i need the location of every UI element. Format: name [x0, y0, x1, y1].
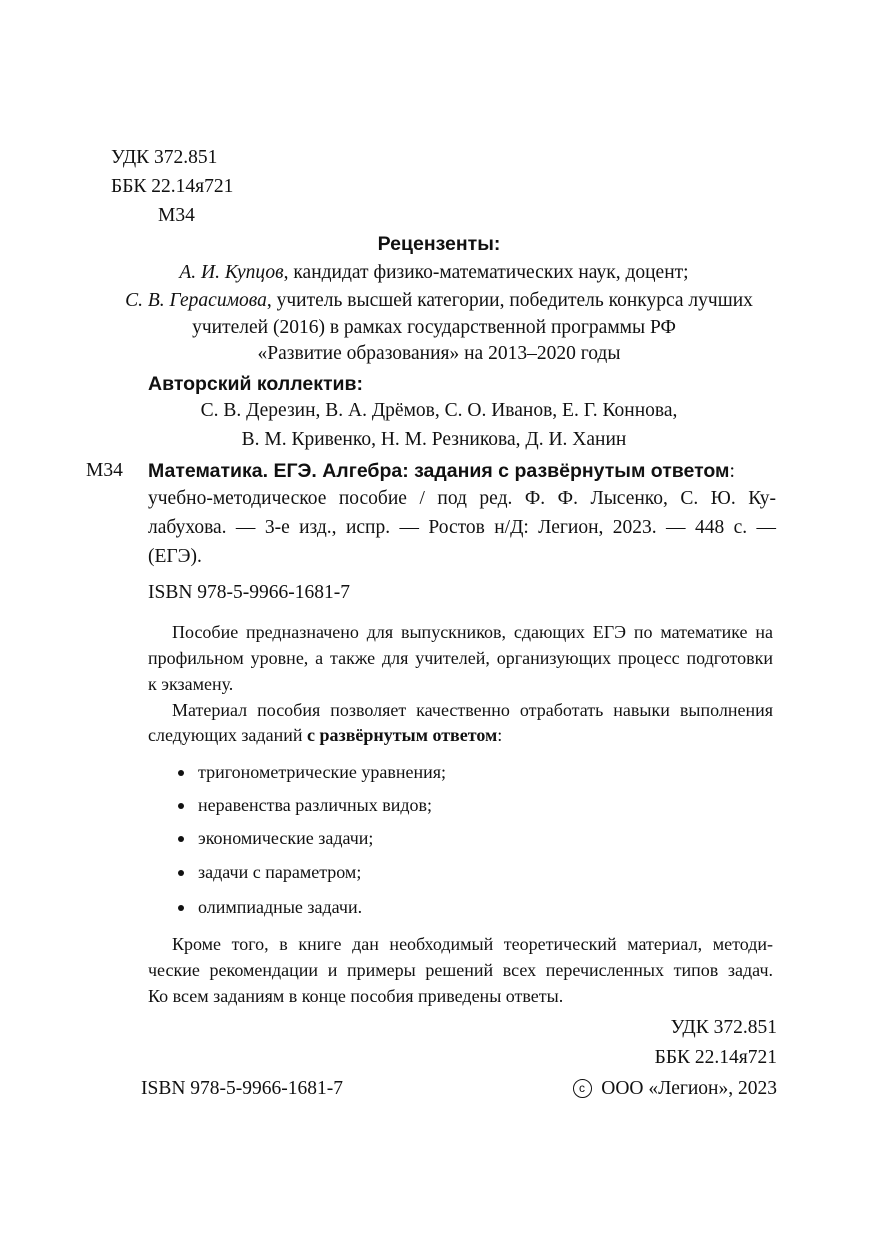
entry-title-line	[148, 459, 776, 484]
reviewer-2	[0, 289, 878, 313]
reviewer-2-name: С. В. Герасимова	[125, 290, 267, 311]
annotation-p1-line2: профильном уровне, а также для учителей, организующих процесс подготовки	[148, 648, 773, 668]
annotation-p3-line1: Кроме того, в книге дан необходимый теоретический материал, методи-	[172, 934, 773, 954]
udk-code: УДК 372.851	[111, 147, 218, 168]
bullet-icon	[178, 770, 184, 776]
bullet-icon	[178, 836, 184, 842]
entry-line2: учебно-методическое пособие / под ред. Ф. Ф. Лысенко, С. Ю. Ку-	[148, 488, 776, 509]
footer-udk: УДК 372.851	[670, 1017, 777, 1038]
entry-code: М34	[86, 460, 123, 481]
entry-isbn: ISBN 978-5-9966-1681-7	[148, 582, 351, 603]
authors-line2: В. М. Кривенко, Н. М. Резникова, Д. И. Ханин	[241, 429, 627, 450]
reviewer-1	[0, 261, 868, 285]
entry-title-colon: :	[729, 461, 735, 482]
bullet-item: тригонометрические уравнения;	[198, 762, 447, 782]
copyright-holder: ООО «Легион», 2023	[601, 1078, 777, 1099]
bullet-icon	[178, 803, 184, 809]
footer-bbk: ББК 22.14я721	[654, 1047, 777, 1068]
bullet-item: олимпиадные задачи.	[198, 897, 363, 917]
annotation-p3-line3: Ко всем заданиям в конце пособия приведены ответы.	[148, 986, 564, 1006]
entry-line4: (ЕГЭ).	[148, 546, 202, 567]
bullet-item: неравенства различных видов;	[198, 795, 433, 815]
authors-line1: С. В. Дерезин, В. А. Дрёмов, С. О. Иванов, Е. Г. Коннова,	[200, 400, 678, 421]
reviewer-1-desc: , кандидат физико-математических наук, доцент;	[283, 262, 689, 283]
reviewer-2-line2: учителей (2016) в рамках государственной программы РФ	[192, 317, 676, 338]
copyright-icon: c	[573, 1079, 592, 1098]
reviewer-2-line3: «Развитие образования» на 2013–2020 годы	[257, 343, 621, 364]
annotation-p1-line1: Пособие предназначено для выпускников, сдающих ЕГЭ по математике на	[172, 622, 773, 642]
reviewer-2-desc: , учитель высшей категории, победитель конкурса лучших	[266, 290, 753, 311]
entry-line3: лабухова. — 3-е изд., испр. — Ростов н/Д: Легион, 2023. — 448 с. —	[148, 517, 776, 538]
reviewers-title: Рецензенты:	[377, 233, 501, 255]
bullet-icon	[178, 870, 184, 876]
bullet-item: экономические задачи;	[198, 828, 374, 848]
annotation-p2-line2	[148, 723, 502, 747]
annotation-p2-line1: Материал пособия позволяет качественно отработать навыки выполнения	[172, 700, 773, 720]
bullet-item: задачи с параметром;	[198, 862, 362, 882]
bbk-code: ББК 22.14я721	[111, 176, 234, 197]
annotation-p2-highlight: с развёрнутым ответом	[306, 725, 498, 745]
annotation-p1-line3: к экзамену.	[148, 674, 234, 694]
footer-isbn: ISBN 978-5-9966-1681-7	[141, 1078, 344, 1099]
reviewer-1-name: А. И. Купцов	[179, 262, 284, 283]
annotation-p2-line2-start: следующих заданий	[148, 725, 307, 745]
annotation-p3-line2: ческие рекомендации и примеры решений всех перечисленных типов задач.	[148, 960, 773, 980]
footer-copyright	[573, 1077, 778, 1101]
bullet-icon	[178, 905, 184, 911]
author-mark-code: М34	[158, 205, 195, 226]
book-title: Математика. ЕГЭ. Алгебра: задания с развёрнутым ответом	[148, 460, 730, 482]
authors-title: Авторский коллектив:	[148, 373, 363, 395]
annotation-p2-line2-colon: :	[497, 725, 503, 745]
